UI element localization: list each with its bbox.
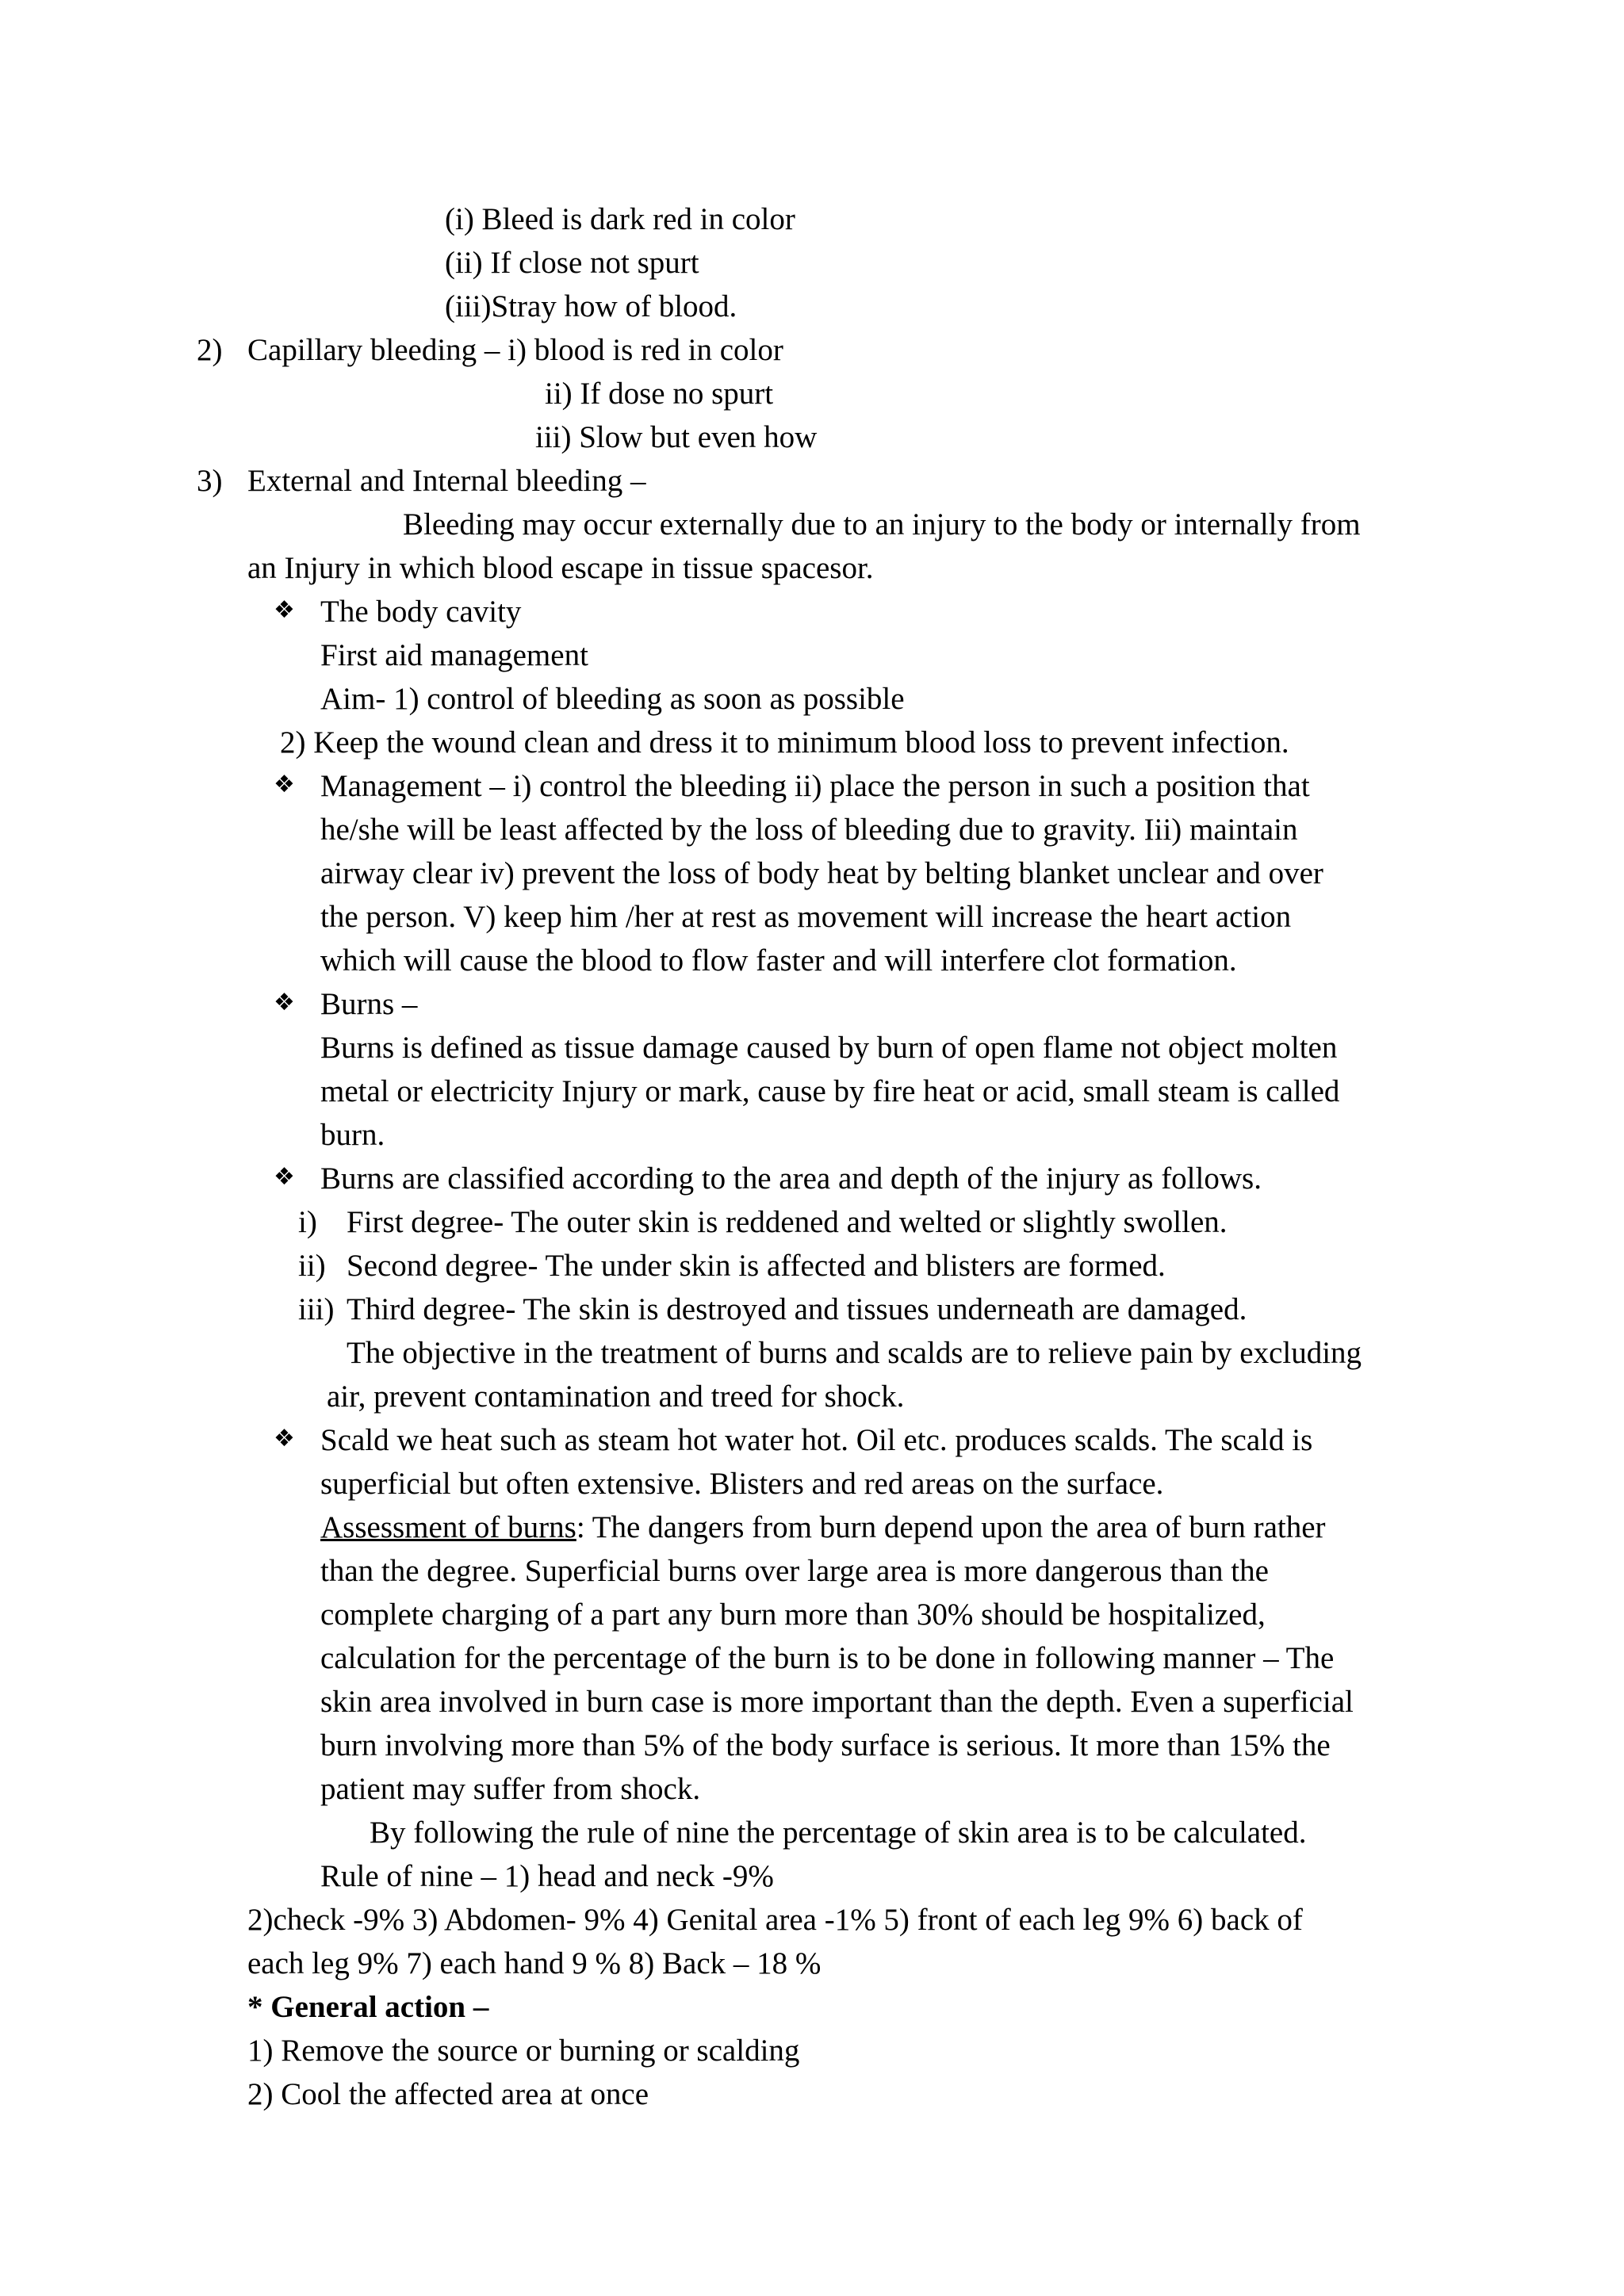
degree-i-number: i) [298,1205,317,1239]
general-action-1: 1) Remove the source or burning or scalding [247,2034,800,2068]
management-line-3: airway clear iv) prevent the loss of body heat by belting blanket unclear and over [320,856,1323,890]
capillary-number: 2) [197,333,223,367]
rule-of-nine-intro: By following the rule of nine the percentage of skin area is to be calculated. [370,1816,1307,1850]
capillary-item-iii: iii) Slow but even how [535,420,818,454]
aim-line: Aim- 1) control of bleeding as soon as possible [320,682,905,716]
degree-iii-number: iii) [298,1292,335,1326]
burns-definition-3: burn. [320,1118,385,1152]
objective-line-1: The objective in the treatment of burns and scalds are to relieve pain by excluding [347,1336,1362,1370]
external-number: 3) [197,464,223,498]
bullet-icon: ❖ [274,771,295,798]
scald-line-2: superficial but often extensive. Blisters and red areas on the surface. [320,1467,1164,1501]
aim-line-2: 2) Keep the wound clean and dress it to minimum blood loss to prevent infection. [280,725,1289,760]
assessment-line-4: calculation for the percentage of the burn is to be done in following manner – The [320,1641,1335,1675]
external-line-2: an Injury in which blood escape in tissue spacesor. [247,551,874,585]
management-line-2: he/she will be least affected by the loss of bleeding due to gravity. Iii) maintain [320,813,1298,847]
rule-of-nine-heading: Rule of nine – 1) head and neck -9% [320,1859,774,1893]
external-line-1: Bleeding may occur externally due to an injury to the body or internally from [403,507,1361,541]
general-action-2: 2) Cool the affected area at once [247,2077,649,2111]
body-cavity-title: The body cavity [320,595,522,629]
assessment-line-2: than the degree. Superficial burns over large area is more dangerous than the [320,1554,1269,1588]
venous-item-ii: (ii) If close not spurt [445,246,699,280]
scald-line-1: Scald we heat such as steam hot water hot. Oil etc. produces scalds. The scald is [320,1423,1313,1457]
degree-ii-number: ii) [298,1249,326,1283]
third-degree: Third degree- The skin is destroyed and tissues underneath are damaged. [347,1292,1247,1326]
capillary-item-i: Capillary bleeding – i) blood is red in color [247,333,783,367]
assessment-line [320,1512,1326,1543]
assessment-line-7: patient may suffer from shock. [320,1772,701,1806]
bullet-icon: ❖ [274,1425,295,1452]
management-line-1: Management – i) control the bleeding ii) place the person in such a position that [320,769,1310,803]
external-title: External and Internal bleeding – [247,464,646,498]
bullet-icon: ❖ [274,1163,295,1191]
management-line-4: the person. V) keep him /her at rest as movement will increase the heart action [320,900,1292,934]
general-action-heading: * General action – [247,1990,489,2024]
first-degree: First degree- The outer skin is reddened and welted or slightly swollen. [347,1205,1228,1239]
assessment-line-6: burn involving more than 5% of the body surface is serious. It more than 15% the [320,1728,1331,1762]
first-aid-heading: First aid management [320,638,588,672]
rule-of-nine-line-2: each leg 9% 7) each hand 9 % 8) Back – 18 % [247,1946,822,1980]
assessment-line-5: skin area involved in burn case is more important than the depth. Even a superficial [320,1685,1354,1719]
rule-of-nine-line-1: 2)check -9% 3) Abdomen- 9% 4) Genital area -1% 5) front of each leg 9% 6) back of [247,1903,1303,1937]
venous-item-iii: (iii)Stray how of blood. [445,289,737,323]
assessment-line-3: complete charging of a part any burn more than 30% should be hospitalized, [320,1598,1266,1632]
burns-definition-1: Burns is defined as tissue damage caused by burn of open flame not object molten [320,1031,1338,1065]
assessment-text: : The dangers from burn depend upon the area of burn rather [576,1510,1326,1544]
bullet-icon: ❖ [274,989,295,1016]
bullet-icon: ❖ [274,596,295,624]
management-line-5: which will cause the blood to flow faster and will interfere clot formation. [320,943,1237,978]
capillary-item-ii: ii) If dose no spurt [545,377,774,411]
assessment-label: Assessment of burns [320,1510,576,1544]
objective-line-2: air, prevent contamination and treed for shock. [327,1380,905,1414]
burns-definition-2: metal or electricity Injury or mark, cause by fire heat or acid, small steam is called [320,1074,1340,1108]
classification-title: Burns are classified according to the area and depth of the injury as follows. [320,1161,1262,1196]
second-degree: Second degree- The under skin is affected and blisters are formed. [347,1249,1166,1283]
burns-title: Burns – [320,987,418,1021]
venous-item-i: (i) Bleed is dark red in color [445,202,795,236]
